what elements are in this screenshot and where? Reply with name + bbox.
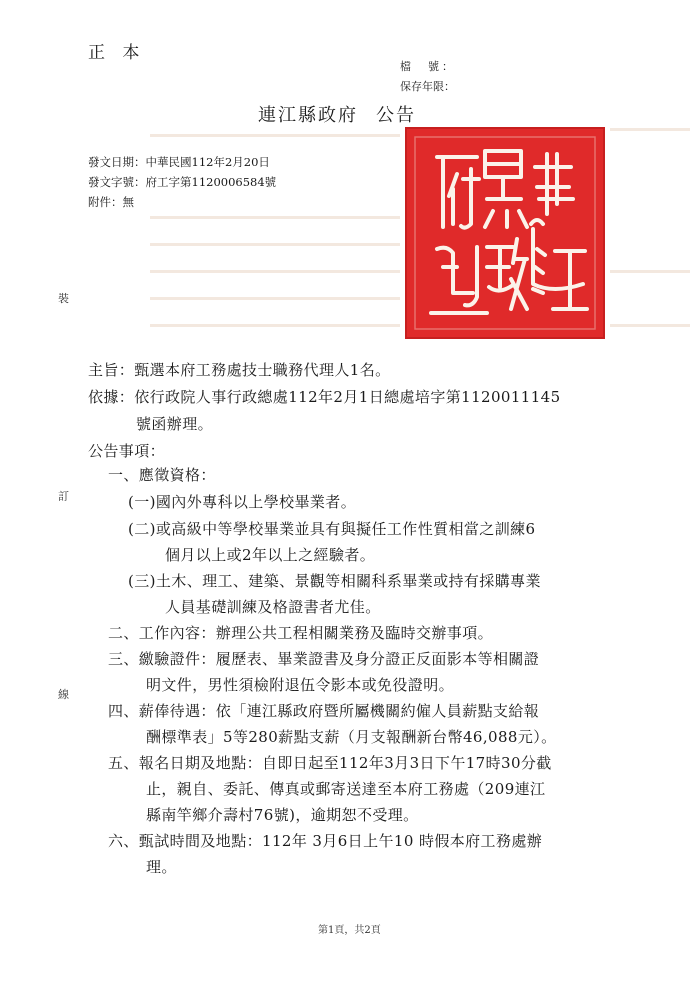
bleed-through-line <box>150 297 400 300</box>
item-qualifications: 一、應徵資格： <box>108 466 216 484</box>
qualification-a: (一)國內外專科以上學校畢業者。 <box>128 493 357 511</box>
bleed-through-line <box>150 216 400 219</box>
item-salary-cont: 酬標準表」5等280薪點支薪（月支報酬新台幣46,088元）。 <box>146 728 557 746</box>
bleed-through-line <box>150 134 400 137</box>
item-documents-cont: 明文件，男性須檢附退伍令影本或免役證明。 <box>146 676 455 694</box>
item-exam-time: 六、甄試時間及地點：112年 3月6日上午10 時假本府工務處辦 <box>108 832 543 850</box>
item-registration-cont: 縣南竿鄉介壽村76號)，逾期恕不受理。 <box>146 806 419 824</box>
basis-line-cont: 號函辦理。 <box>136 415 214 433</box>
binding-mark-zhuang: 裝 <box>58 292 69 305</box>
item-registration-cont: 止，親自、委託、傳真或郵寄送達至本府工務處（209連江 <box>146 780 546 798</box>
official-seal-stamp <box>405 127 605 339</box>
qualification-c: (三)土木、理工、建築、景觀等相關科系畢業或持有採購專業 <box>128 572 541 590</box>
qualification-c-cont: 人員基礎訓練及格證書者尤佳。 <box>165 598 381 616</box>
item-salary: 四、薪俸待遇：依「連江縣政府暨所屬機關約僱人員薪點支給報 <box>108 702 540 720</box>
bleed-through-line <box>610 270 690 273</box>
bleed-through-line <box>150 243 400 246</box>
retention-period-label: 保存年限： <box>400 80 455 93</box>
issue-date: 發文日期：中華民國112年2月20日 <box>88 155 270 169</box>
subject-line: 主旨：甄選本府工務處技士職務代理人1名。 <box>88 361 391 379</box>
seal-glyphs-image <box>407 129 607 341</box>
item-registration: 五、報名日期及地點：自即日起至112年3月3日下午17時30分截 <box>108 754 552 772</box>
items-heading: 公告事項： <box>88 442 166 460</box>
item-job-duties: 二、工作內容：辦理公共工程相關業務及臨時交辦事項。 <box>108 624 494 642</box>
bleed-through-line <box>610 324 690 327</box>
bleed-through-line <box>610 128 690 131</box>
qualification-b-cont: 個月以上或2年以上之經驗者。 <box>165 546 376 564</box>
item-exam-time-cont: 理。 <box>146 858 177 876</box>
qualification-b: (二)或高級中等學校畢業並具有與擬任工作性質相當之訓練6 <box>128 520 536 538</box>
document-title <box>258 101 416 127</box>
attachment-note: 附件：無 <box>88 195 134 209</box>
reference-number: 發文字號：府工字第1120006584號 <box>88 175 277 189</box>
original-copy-label: 正 本 <box>88 43 146 63</box>
bleed-through-line <box>150 324 400 327</box>
page-number: 第1頁，共2頁 <box>318 925 381 936</box>
document-type: 公告 <box>376 105 416 126</box>
file-number-label: 檔 號： <box>400 60 456 73</box>
issue-meta <box>88 152 276 212</box>
item-documents: 三、繳驗證件：履歷表、畢業證書及身分證正反面影本等相關證 <box>108 650 540 668</box>
agency-name: 連江縣政府 <box>258 105 358 126</box>
binding-mark-ding: 訂 <box>58 490 69 503</box>
basis-line: 依據：依行政院人事行政總處112年2月1日總處培字第1120011145 <box>88 388 561 406</box>
bleed-through-line <box>150 270 400 273</box>
binding-mark-xian: 線 <box>58 688 69 701</box>
